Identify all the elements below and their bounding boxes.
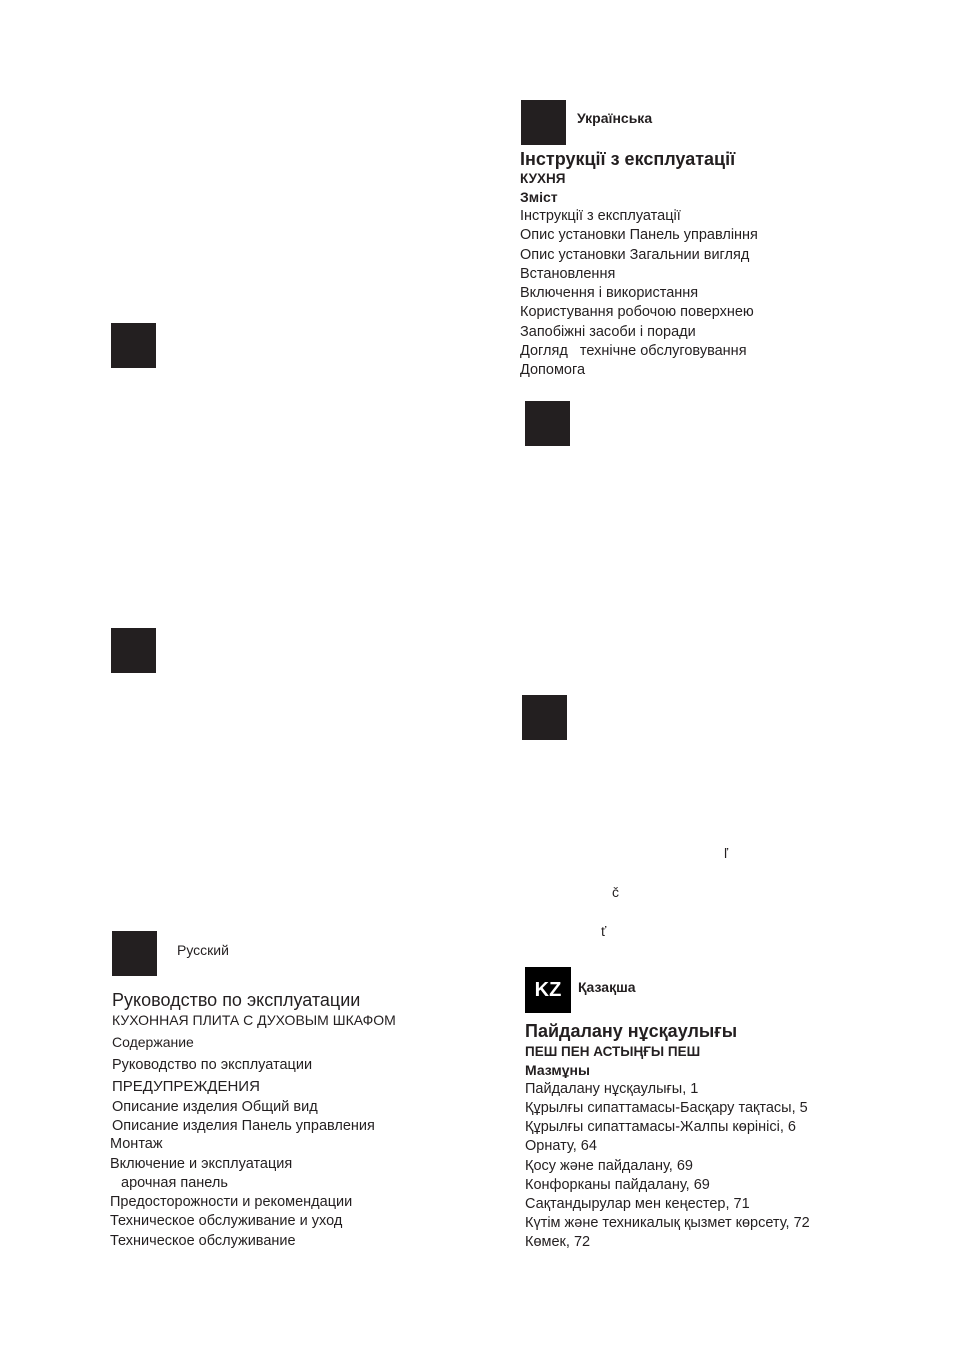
ukrainian-toc-heading: Зміст: [520, 189, 558, 205]
language-marker-square: [522, 695, 567, 740]
kazakh-toc-item: Қосу және пайдалану, 69: [525, 1158, 693, 1174]
kazakh-toc-heading: Мазмұны: [525, 1062, 590, 1078]
language-marker-square: [111, 628, 156, 673]
language-marker-square: [525, 401, 570, 446]
stray-mark: č: [612, 884, 619, 900]
russian-toc-heading: Содержание: [112, 1034, 194, 1050]
russian-toc-item: Предосторожности и рекомендации: [110, 1194, 353, 1210]
ukrainian-subtitle: КУХНЯ: [520, 171, 566, 186]
ukrainian-toc-item: Опис установки Загальнии вигляд: [520, 247, 750, 263]
kazakh-toc-item: Орнату, 64: [525, 1138, 597, 1154]
russian-toc-item: Техническое обслуживание: [110, 1233, 296, 1249]
kazakh-toc-item: Конфорканы пайдалану, 69: [525, 1177, 710, 1193]
russian-title: Руководство по эксплуатации: [112, 990, 361, 1010]
kazakh-toc-item: Пайдалану нұсқаулығы, 1: [525, 1081, 699, 1097]
russian-language-label: Русский: [177, 942, 229, 958]
kazakh-subtitle: ПЕШ ПЕН АСТЫҢҒЫ ПЕШ: [525, 1044, 701, 1059]
kazakh-toc-item: Құрылғы сипаттамасы-Жалпы көрінісі, 6: [525, 1119, 796, 1135]
stray-mark: ľ: [724, 845, 729, 861]
kazakh-toc-item: Сақтандырулар мен кеңестер, 71: [525, 1196, 750, 1212]
ukrainian-toc-item: Користування робочою поверхнею: [520, 304, 754, 320]
kazakh-toc-item: Құрылғы сипаттамасы-Басқару тақтасы, 5: [525, 1100, 808, 1116]
ukrainian-marker-square: [521, 100, 566, 145]
language-marker-square: [111, 323, 156, 368]
ukrainian-toc-item: Запобіжні засоби і поради: [520, 324, 696, 340]
stray-mark: ť: [601, 923, 607, 939]
ukrainian-toc-item: Опис установки Панель управління: [520, 227, 758, 243]
kazakh-toc-item: Көмек, 72: [525, 1234, 591, 1250]
russian-toc-item: Описание изделия Общий вид: [112, 1099, 318, 1115]
ukrainian-toc-item: Встановлення: [520, 266, 616, 282]
russian-toc-item: Техническое обслуживание и уход: [110, 1213, 343, 1229]
ukrainian-title: Інструкції з експлуатації: [520, 149, 736, 169]
russian-toc-item: арочная панель: [121, 1175, 228, 1191]
russian-toc-item: Руководство по эксплуатации: [112, 1057, 313, 1073]
ukrainian-toc-item: Інструкції з експлуатації: [520, 208, 681, 224]
russian-toc-item: Включение и эксплуатация: [110, 1156, 293, 1172]
russian-toc-item: Монтаж: [110, 1136, 163, 1152]
ukrainian-toc-item: Догляд технічне обслуговування: [520, 343, 747, 359]
russian-marker-square: [112, 931, 157, 976]
kazakh-language-label: Қазақша: [578, 979, 636, 995]
ukrainian-language-label: Українська: [577, 110, 653, 126]
kazakh-title: Пайдалану нұсқаулығы: [525, 1021, 738, 1041]
kazakh-toc-item: Күтім және техникалық қызмет көрсету, 72: [525, 1215, 810, 1231]
ukrainian-toc-item: Допомога: [520, 362, 586, 378]
russian-subtitle: КУХОННАЯ ПЛИТА С ДУХОВЫМ ШКАФОМ: [112, 1012, 396, 1028]
russian-toc-item: ПРЕДУПРЕЖДЕНИЯ: [112, 1078, 260, 1095]
russian-toc-item: Описание изделия Панель управления: [112, 1118, 375, 1134]
kazakh-badge: KZ: [525, 967, 571, 1013]
ukrainian-toc-item: Включення і використання: [520, 285, 699, 301]
